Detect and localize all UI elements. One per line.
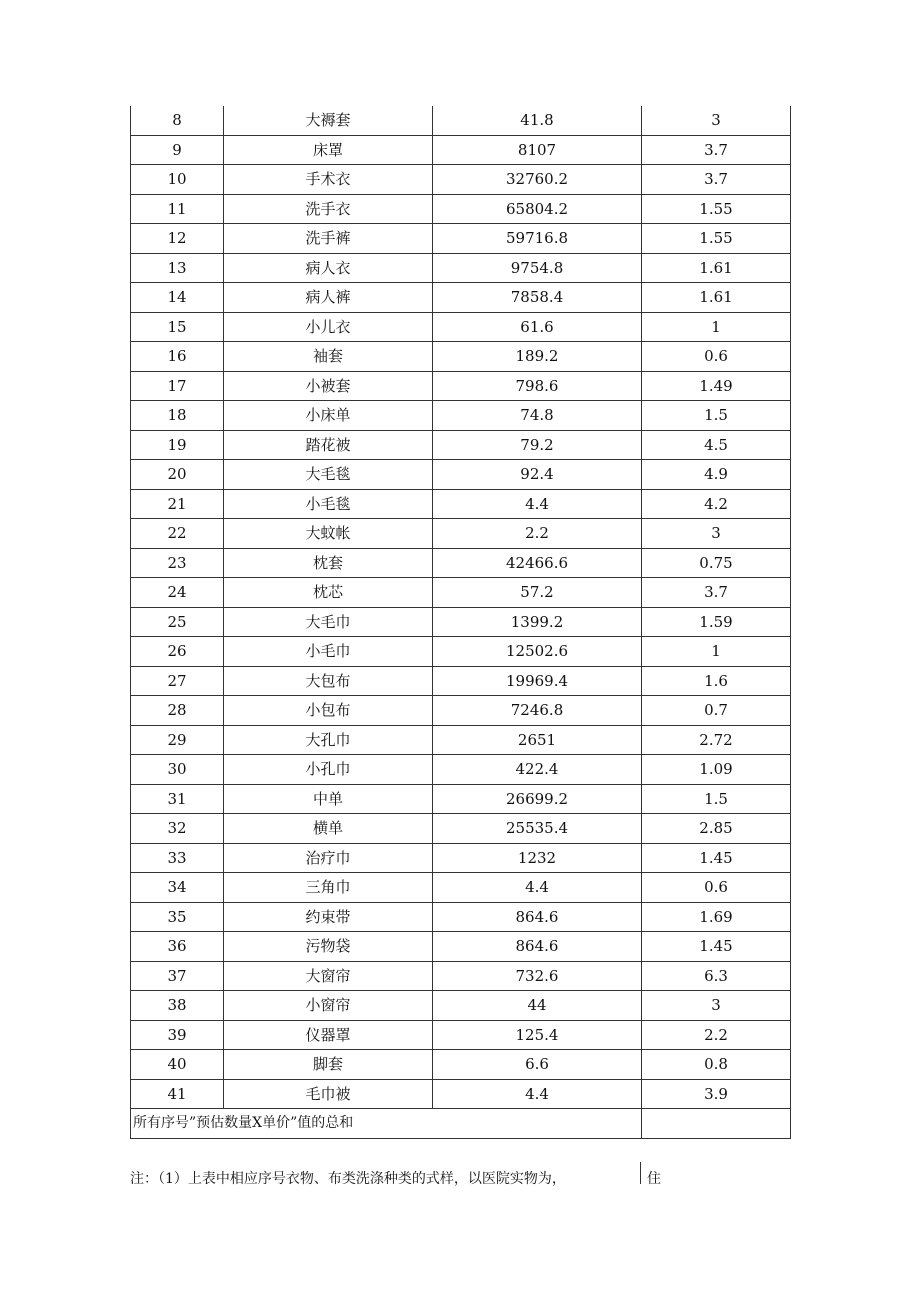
table-row: [131, 194, 791, 224]
item-name-cell: 袖套: [224, 342, 433, 372]
unit-price-cell: 3: [642, 991, 791, 1021]
table-body: [131, 106, 791, 1109]
estimated-quantity-cell: 2.2: [433, 519, 642, 549]
estimated-quantity-cell: 732.6: [433, 961, 642, 991]
row-number-cell: 15: [131, 312, 224, 342]
unit-price-cell: 3.9: [642, 1079, 791, 1109]
item-name-cell: 小毛毯: [224, 489, 433, 519]
unit-price-cell: 1: [642, 312, 791, 342]
estimated-quantity-cell: 4.4: [433, 873, 642, 903]
unit-price-cell: 1.09: [642, 755, 791, 785]
unit-price-cell: 4.5: [642, 430, 791, 460]
table-row: [131, 401, 791, 431]
unit-price-cell: 3.7: [642, 135, 791, 165]
estimated-quantity-cell: 26699.2: [433, 784, 642, 814]
estimated-quantity-cell: 8107: [433, 135, 642, 165]
table-row: [131, 430, 791, 460]
row-number-cell: 29: [131, 725, 224, 755]
item-name-cell: 床罩: [224, 135, 433, 165]
unit-price-cell: 1.45: [642, 843, 791, 873]
row-number-cell: 22: [131, 519, 224, 549]
footnote-divider: [640, 1162, 641, 1184]
estimated-quantity-cell: 2651: [433, 725, 642, 755]
table-row: [131, 371, 791, 401]
estimated-quantity-cell: 41.8: [433, 106, 642, 135]
estimated-quantity-cell: 7246.8: [433, 696, 642, 726]
item-name-cell: 大窗帘: [224, 961, 433, 991]
unit-price-cell: 1.59: [642, 607, 791, 637]
estimated-quantity-cell: 6.6: [433, 1050, 642, 1080]
row-number-cell: 17: [131, 371, 224, 401]
unit-price-cell: 0.7: [642, 696, 791, 726]
table-row: [131, 873, 791, 903]
row-number-cell: 12: [131, 224, 224, 254]
table-row: [131, 224, 791, 254]
row-number-cell: 41: [131, 1079, 224, 1109]
unit-price-cell: 1.69: [642, 902, 791, 932]
table-row: [131, 578, 791, 608]
row-number-cell: 11: [131, 194, 224, 224]
unit-price-cell: 0.6: [642, 873, 791, 903]
item-name-cell: 仪器罩: [224, 1020, 433, 1050]
item-name-cell: 病人裤: [224, 283, 433, 313]
item-name-cell: 中单: [224, 784, 433, 814]
table-row: [131, 106, 791, 135]
row-number-cell: 8: [131, 106, 224, 135]
estimated-quantity-cell: 65804.2: [433, 194, 642, 224]
item-name-cell: 污物袋: [224, 932, 433, 962]
table-row: [131, 696, 791, 726]
estimated-quantity-cell: 32760.2: [433, 165, 642, 195]
row-number-cell: 20: [131, 460, 224, 490]
unit-price-cell: 3.7: [642, 578, 791, 608]
row-number-cell: 39: [131, 1020, 224, 1050]
row-number-cell: 31: [131, 784, 224, 814]
row-number-cell: 26: [131, 637, 224, 667]
row-number-cell: 35: [131, 902, 224, 932]
table-row: [131, 607, 791, 637]
row-number-cell: 36: [131, 932, 224, 962]
estimated-quantity-cell: 74.8: [433, 401, 642, 431]
item-name-cell: 小儿衣: [224, 312, 433, 342]
unit-price-cell: 1.61: [642, 283, 791, 313]
table-row: [131, 725, 791, 755]
estimated-quantity-cell: 125.4: [433, 1020, 642, 1050]
item-name-cell: 病人衣: [224, 253, 433, 283]
unit-price-cell: 3: [642, 106, 791, 135]
item-name-cell: 大包布: [224, 666, 433, 696]
item-name-cell: 枕芯: [224, 578, 433, 608]
unit-price-cell: 3: [642, 519, 791, 549]
table-row: [131, 253, 791, 283]
row-number-cell: 16: [131, 342, 224, 372]
row-number-cell: 23: [131, 548, 224, 578]
item-name-cell: 大毛巾: [224, 607, 433, 637]
row-number-cell: 21: [131, 489, 224, 519]
item-name-cell: 治疗巾: [224, 843, 433, 873]
table-row: [131, 135, 791, 165]
row-number-cell: 14: [131, 283, 224, 313]
estimated-quantity-cell: 798.6: [433, 371, 642, 401]
estimated-quantity-cell: 59716.8: [433, 224, 642, 254]
item-name-cell: 枕套: [224, 548, 433, 578]
table-row: [131, 342, 791, 372]
item-name-cell: 小床单: [224, 401, 433, 431]
estimated-quantity-cell: 25535.4: [433, 814, 642, 844]
row-number-cell: 19: [131, 430, 224, 460]
estimated-quantity-cell: 92.4: [433, 460, 642, 490]
estimated-quantity-cell: 189.2: [433, 342, 642, 372]
unit-price-cell: 0.75: [642, 548, 791, 578]
row-number-cell: 32: [131, 814, 224, 844]
row-number-cell: 37: [131, 961, 224, 991]
table-row: [131, 1079, 791, 1109]
row-number-cell: 27: [131, 666, 224, 696]
row-number-cell: 18: [131, 401, 224, 431]
estimated-quantity-cell: 864.6: [433, 902, 642, 932]
table-row: [131, 283, 791, 313]
estimated-quantity-cell: 12502.6: [433, 637, 642, 667]
unit-price-cell: 1.5: [642, 784, 791, 814]
footnote: [130, 1162, 790, 1192]
estimated-quantity-cell: 42466.6: [433, 548, 642, 578]
unit-price-cell: 2.72: [642, 725, 791, 755]
footnote-text: 注：（1）上表中相应序号衣物、布类洗涤种类的式样，以医院实物为，: [130, 1171, 566, 1187]
table-row: [131, 991, 791, 1021]
estimated-quantity-cell: 79.2: [433, 430, 642, 460]
item-name-cell: 手术衣: [224, 165, 433, 195]
estimated-quantity-cell: 57.2: [433, 578, 642, 608]
unit-price-cell: 3.7: [642, 165, 791, 195]
unit-price-cell: 1.55: [642, 224, 791, 254]
unit-price-cell: 0.6: [642, 342, 791, 372]
row-number-cell: 9: [131, 135, 224, 165]
unit-price-cell: 1.6: [642, 666, 791, 696]
item-name-cell: 大孔巾: [224, 725, 433, 755]
item-name-cell: 小窗帘: [224, 991, 433, 1021]
item-name-cell: 小被套: [224, 371, 433, 401]
item-name-cell: 毛巾被: [224, 1079, 433, 1109]
table-row: [131, 814, 791, 844]
table-row: [131, 843, 791, 873]
table-row: [131, 666, 791, 696]
item-name-cell: 洗手衣: [224, 194, 433, 224]
item-name-cell: 约束带: [224, 902, 433, 932]
table-row: [131, 932, 791, 962]
price-table: [130, 106, 791, 1139]
row-number-cell: 40: [131, 1050, 224, 1080]
unit-price-cell: 6.3: [642, 961, 791, 991]
table-row: [131, 489, 791, 519]
item-name-cell: 大褥套: [224, 106, 433, 135]
item-name-cell: 大蚊帐: [224, 519, 433, 549]
item-name-cell: 小毛巾: [224, 637, 433, 667]
table-row: [131, 165, 791, 195]
footnote-tail: 住: [647, 1171, 661, 1187]
summary-row: [131, 1109, 791, 1139]
unit-price-cell: 1.55: [642, 194, 791, 224]
estimated-quantity-cell: 1232: [433, 843, 642, 873]
estimated-quantity-cell: 1399.2: [433, 607, 642, 637]
table-row: [131, 902, 791, 932]
row-number-cell: 30: [131, 755, 224, 785]
estimated-quantity-cell: 44: [433, 991, 642, 1021]
unit-price-cell: 0.8: [642, 1050, 791, 1080]
table-row: [131, 1020, 791, 1050]
estimated-quantity-cell: 61.6: [433, 312, 642, 342]
unit-price-cell: 4.2: [642, 489, 791, 519]
item-name-cell: 小孔巾: [224, 755, 433, 785]
item-name-cell: 脚套: [224, 1050, 433, 1080]
unit-price-cell: 1.5: [642, 401, 791, 431]
unit-price-cell: 2.2: [642, 1020, 791, 1050]
row-number-cell: 28: [131, 696, 224, 726]
item-name-cell: 踏花被: [224, 430, 433, 460]
table-row: [131, 460, 791, 490]
summary-value-cell: [642, 1109, 791, 1139]
estimated-quantity-cell: 422.4: [433, 755, 642, 785]
row-number-cell: 33: [131, 843, 224, 873]
item-name-cell: 三角巾: [224, 873, 433, 903]
unit-price-cell: 1: [642, 637, 791, 667]
row-number-cell: 13: [131, 253, 224, 283]
table-row: [131, 637, 791, 667]
estimated-quantity-cell: 4.4: [433, 489, 642, 519]
estimated-quantity-cell: 864.6: [433, 932, 642, 962]
price-table-container: [130, 106, 790, 1139]
estimated-quantity-cell: 7858.4: [433, 283, 642, 313]
table-row: [131, 784, 791, 814]
row-number-cell: 25: [131, 607, 224, 637]
item-name-cell: 洗手裤: [224, 224, 433, 254]
unit-price-cell: 1.49: [642, 371, 791, 401]
table-row: [131, 1050, 791, 1080]
unit-price-cell: 1.61: [642, 253, 791, 283]
row-number-cell: 38: [131, 991, 224, 1021]
summary-label: 所有序号”预估数量X单价”值的总和: [131, 1109, 642, 1139]
row-number-cell: 34: [131, 873, 224, 903]
unit-price-cell: 2.85: [642, 814, 791, 844]
row-number-cell: 24: [131, 578, 224, 608]
estimated-quantity-cell: 19969.4: [433, 666, 642, 696]
table-row: [131, 312, 791, 342]
estimated-quantity-cell: 9754.8: [433, 253, 642, 283]
table-row: [131, 519, 791, 549]
table-row: [131, 961, 791, 991]
item-name-cell: 横单: [224, 814, 433, 844]
row-number-cell: 10: [131, 165, 224, 195]
table-row: [131, 548, 791, 578]
unit-price-cell: 1.45: [642, 932, 791, 962]
item-name-cell: 小包布: [224, 696, 433, 726]
unit-price-cell: 4.9: [642, 460, 791, 490]
table-row: [131, 755, 791, 785]
item-name-cell: 大毛毯: [224, 460, 433, 490]
estimated-quantity-cell: 4.4: [433, 1079, 642, 1109]
